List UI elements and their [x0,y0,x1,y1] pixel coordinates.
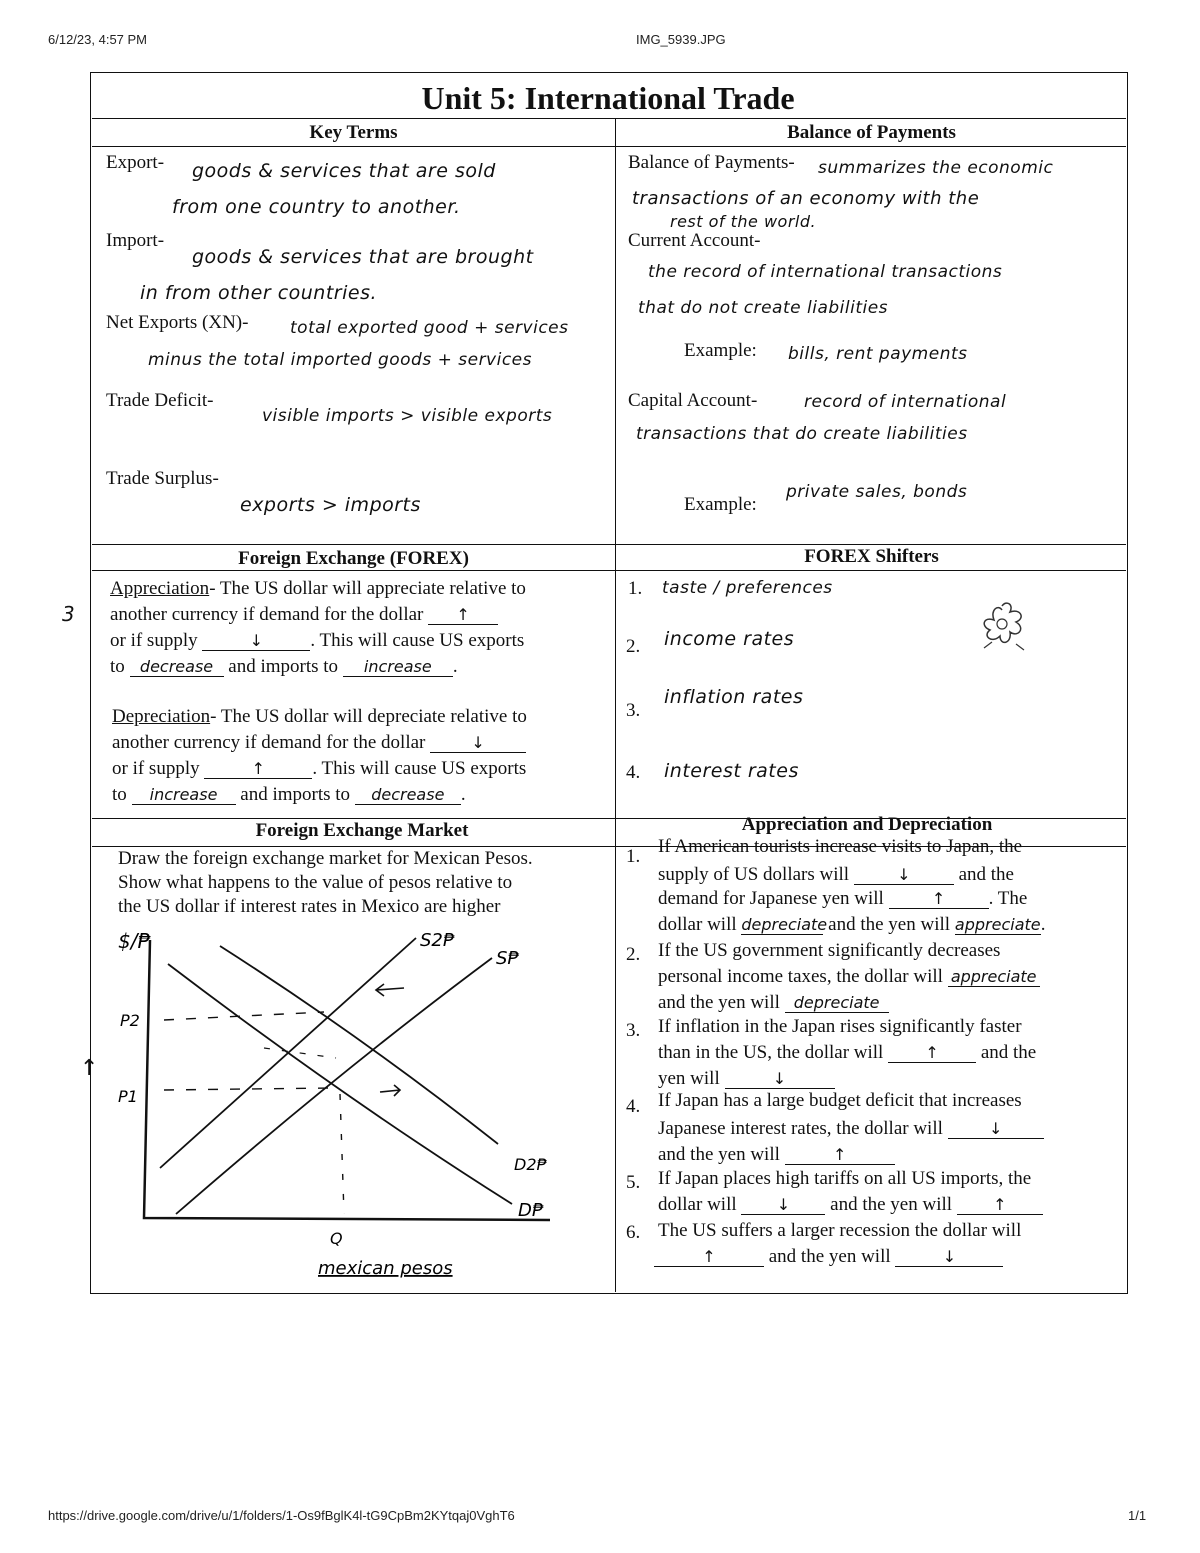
shifter-item-4: interest rates [664,760,799,782]
appreciation-line-3 [110,630,524,652]
price-label-p2: P2 [120,1011,140,1030]
question-4-line-2 [658,1118,1044,1140]
question-4-answer-2: ↑ [785,1146,895,1165]
depreciation-exports-answer: increase [132,786,236,805]
bop-label: Balance of Payments- [628,152,795,173]
question-4-number: 4. [626,1096,641,1117]
depreciation-line-2 [112,732,526,754]
question-3-dollar-text: than in the US, the dollar will [658,1042,884,1063]
depreciation-line-4 [112,784,466,806]
net-exports-definition-line-2: minus the total imported goods + services [148,350,532,370]
x-axis-label: mexican pesos [318,1258,453,1279]
appreciation-imports-answer: increase [343,658,453,677]
depreciation-line-3 [112,758,526,780]
question-5-number: 5. [626,1172,641,1193]
question-3-and-text: and the [980,1042,1037,1063]
demand-label-d2: D2₱ [514,1155,547,1174]
quantity-label: Q [330,1229,343,1248]
depreciation-exports-text: . This will cause US exports [312,758,527,779]
export-label: Export- [106,152,165,173]
question-4-answer-1: ↓ [948,1120,1044,1139]
question-3-line-2 [658,1042,1036,1064]
demand-label-d1: D₱ [518,1200,544,1221]
shifter-number-2: 2. [626,636,641,657]
key-terms-heading: Key Terms [309,122,398,143]
print-url: https://drive.google.com/drive/u/1/folders/1-Os9fBglK4l-tG9CpBm2KYtqaj0VghT6 [48,1508,515,1523]
shifter-number-4: 4. [626,762,641,783]
depreciation-line-1 [112,706,527,728]
question-4-line-3 [658,1144,895,1166]
question-1-dollar-text: dollar will [658,914,737,935]
appreciation-exports-answer: decrease [130,658,224,677]
question-2-line-1: If the US government significantly decreases [658,940,1001,961]
question-6-line-1: The US suffers a larger recession the dollar will [658,1220,1022,1241]
demand-curve-d2 [220,946,498,1144]
appreciation-line-2 [110,604,498,626]
question-5-line-2 [658,1194,1043,1216]
graph-axes [144,940,550,1220]
appreciation-demand-text: another currency if demand for the dollar [110,604,424,625]
question-1-line-3 [658,888,1027,910]
question-1-answer-3: depreciate [741,915,828,934]
import-definition-line-2: in from other countries. [140,282,378,304]
question-1-demand-text: demand for Japanese yen will [658,888,884,909]
depreciation-to-text: to [112,784,127,805]
question-6-yen-text: and the yen will [768,1246,891,1267]
question-1-and-text: and the [958,864,1014,885]
question-1-supply-text: supply of US dollars will [658,864,850,885]
question-6-number: 6. [626,1222,641,1243]
title-rule [92,118,1126,119]
depreciation-intro: - The US dollar will depreciate relative to [210,706,527,727]
depreciation-imports-answer: decrease [355,786,461,805]
question-5-yen-text: and the yen will [830,1194,953,1215]
export-definition-line-1: goods & services that are sold [192,160,496,182]
flower-doodle-icon [972,598,1036,656]
fx-market-graph [104,918,574,1290]
p2-dashed-line [164,1012,324,1020]
row-rule-1 [92,146,1126,147]
net-exports-definition-line-1: total exported good + services [290,318,569,338]
print-filename: IMG_5939.JPG [636,32,726,47]
appreciation-line-4 [110,656,458,678]
current-example-text: bills, rent payments [788,344,968,364]
supply-label-s2: S2₱ [420,930,455,951]
question-6-answer-1: ↑ [654,1248,764,1267]
fx-prompt-line-3: the US dollar if interest rates in Mexico are higher [118,896,501,917]
depreciation-period: . [460,784,466,805]
shifter-item-3: inflation rates [664,686,804,708]
question-3-answer-1: ↑ [888,1044,976,1063]
forex-shifters-heading: FOREX Shifters [804,546,939,567]
demand-curve-d1 [168,964,512,1204]
question-2-answer-1: appreciate [948,968,1040,987]
print-datetime: 6/12/23, 4:57 PM [48,32,148,47]
current-account-definition-line-2: that do not create liabilities [638,298,889,318]
page-title: Unit 5: International Trade [421,80,795,116]
capital-account-definition-line-2: transactions that do create liabilities [636,424,968,444]
depreciation-demand-text: another currency if demand for the dollar [112,732,426,753]
question-2-yen-text: and the yen will [658,992,780,1013]
import-definition-line-1: goods & services that are brought [192,246,534,268]
question-1-answer-4: appreciate [954,915,1041,934]
question-1-line-4 [658,914,1046,936]
question-4-yen-text: and the yen will [658,1144,780,1165]
capital-example-text: private sales, bonds [786,482,968,502]
row-rule-2 [92,544,1126,545]
question-1-answer-1: ↓ [854,866,954,885]
question-5-answer-2: ↑ [957,1196,1043,1215]
question-5-dollar-text: dollar will [658,1194,737,1215]
appreciation-line-1 [110,578,526,600]
trade-deficit-label: Trade Deficit- [106,390,214,411]
depreciation-imports-text: and imports to [240,784,351,805]
question-4-dollar-text: Japanese interest rates, the dollar will [658,1118,943,1139]
fx-market-heading: Foreign Exchange Market [255,820,469,841]
capital-account-definition-line-1: record of international [804,392,1007,412]
bop-definition-line-2: transactions of an economy with the [632,188,980,209]
depreciation-term: Depreciation [112,706,211,727]
question-2-line-2 [658,966,1040,988]
bop-definition-line-1: summarizes the economic [818,158,1054,178]
import-label: Import- [106,230,165,251]
fx-prompt-line-1: Draw the foreign exchange market for Mexican Pesos. [118,848,533,869]
supply-shift-arrow-icon [376,984,404,996]
forex-heading: Foreign Exchange (FOREX) [238,548,469,569]
trade-surplus-definition: exports > imports [240,494,421,516]
appreciation-demand-answer: ↑ [428,606,498,625]
shifter-item-2: income rates [664,628,795,650]
question-1-answer-2: ↑ [889,890,989,909]
appreciation-to-text: to [110,656,125,677]
current-account-definition-line-1: the record of international transactions [648,262,1003,282]
question-1-period: . [1040,914,1046,935]
appreciation-exports-text: . This will cause US exports [310,630,525,651]
question-3-answer-2: ↓ [725,1070,835,1089]
balance-of-payments-heading: Balance of Payments [787,122,956,143]
export-definition-line-2: from one country to another. [172,196,461,218]
app-dep-heading: Appreciation and Depreciation [741,814,993,835]
mid-dashed-line [264,1048,336,1058]
question-1-the-text: . The [988,888,1028,909]
appreciation-term: Appreciation [110,578,210,599]
row-rule-3 [92,570,1126,571]
question-2-answer-2: depreciate [785,994,889,1013]
price-label-p1: P1 [118,1087,138,1106]
trade-deficit-definition: visible imports > visible exports [262,406,553,426]
capital-account-label: Capital Account- [628,390,758,411]
question-5-line-1: If Japan places high tariffs on all US imports, the [658,1168,1032,1189]
net-exports-label: Net Exports (XN)- [106,312,249,333]
question-1-line-2 [658,864,1014,886]
current-account-label: Current Account- [628,230,761,251]
question-2-dollar-text: personal income taxes, the dollar will [658,966,943,987]
question-3-line-3 [658,1068,835,1090]
bop-definition-line-3: rest of the world. [670,212,817,231]
margin-up-arrow: ↑ [80,1056,99,1081]
question-2-line-3 [658,992,889,1014]
question-4-line-1: If Japan has a large budget deficit that increases [658,1090,1022,1111]
shifter-item-1: taste / preferences [662,578,833,598]
shifter-number-1: 1. [628,578,643,599]
current-example-label: Example: [684,340,757,361]
capital-example-label: Example: [684,494,757,515]
depreciation-supply-text: or if supply [112,758,200,779]
appreciation-intro: - The US dollar will appreciate relative to [209,578,526,599]
question-1-number: 1. [626,846,641,867]
appreciation-supply-answer: ↓ [202,632,310,651]
question-1-yen-text: and the yen will [828,914,951,935]
question-6-answer-2: ↓ [895,1248,1003,1267]
question-2-number: 2. [626,944,641,965]
question-3-line-1: If inflation in the Japan rises significantly faster [658,1016,1022,1037]
question-3-yen-text: yen will [658,1068,720,1089]
demand-shift-arrow-icon [380,1085,400,1096]
column-divider [615,118,616,1292]
trade-surplus-label: Trade Surplus- [106,468,219,489]
supply-label-s1: S₱ [496,948,519,969]
fx-prompt-line-2: Show what happens to the value of pesos relative to [118,872,513,893]
q-dashed-line [340,1094,344,1214]
depreciation-demand-answer: ↓ [430,734,526,753]
shifter-number-3: 3. [626,700,641,721]
question-6-line-2 [654,1246,1003,1268]
appreciation-supply-text: or if supply [110,630,198,651]
question-3-number: 3. [626,1020,641,1041]
appreciation-period: . [452,656,458,677]
y-axis-label: $/₱ [118,929,151,953]
margin-mark: 3 [62,602,76,626]
depreciation-supply-answer: ↑ [204,760,312,779]
appreciation-imports-text: and imports to [228,656,339,677]
question-5-answer-1: ↓ [741,1196,825,1215]
question-1-line-1: If American tourists increase visits to Japan, the [658,836,1023,857]
print-page-number: 1/1 [1128,1508,1147,1523]
